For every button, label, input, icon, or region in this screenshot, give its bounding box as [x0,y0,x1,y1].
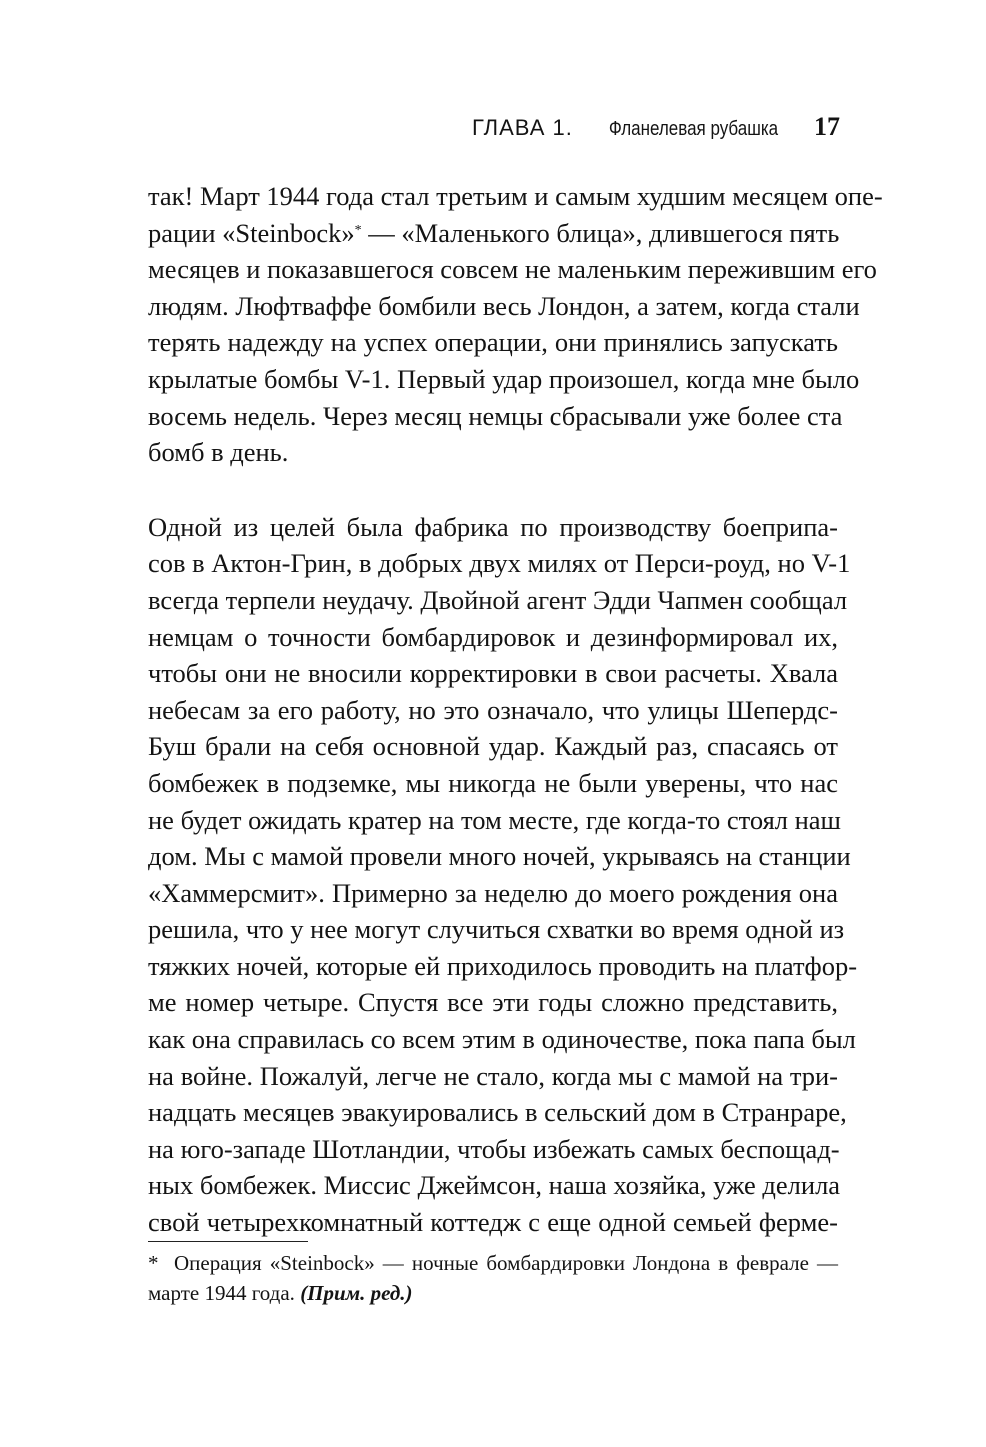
text-line: тяжких ночей, которые ей приходилось проводить на платфор- [148,950,858,981]
text-fragment: — «Маленького блица», длившегося пять [361,217,840,248]
text-line: терять надежду на успех операции, они принялись запускать [148,327,838,358]
text-line: Буш брали на себя основной удар. Каждый раз, спасаясь от [148,731,838,762]
footnote-star: * [148,1251,159,1275]
text-line: всегда терпели неудачу. Двойной агент Эдди Чапмен сообщал [148,584,848,615]
chapter-label: ГЛАВА 1. [471,115,573,140]
footnote-text: Операция «Steinbock» — ночные бомбардировки Лондона в феврале — [174,1251,838,1275]
text-line: дом. Мы с мамой провели много ночей, укрываясь на станции [148,841,851,872]
text-line: «Хаммерсмит». Примерно за неделю до моего рождения она [148,877,838,908]
chapter-title: Фланелевая рубашка [608,118,778,140]
text-line: месяцев и показавшегося совсем не маленьким пережившим его [148,254,877,285]
text-line: небесам за его работу, но это означало, что улицы Шепердс- [148,694,838,725]
text-line: немцам о точности бомбардировок и дезинформировал их, [148,621,838,652]
text-line: восемь недель. Через месяц немцы сбрасывали уже более ста [148,400,843,431]
text-line: свой четырехкомнатный коттедж с еще одной семьей ферме- [148,1207,838,1238]
footnote [148,1248,838,1308]
paragraph-gap [148,471,838,509]
text-fragment: рации «Steinbock» [148,217,355,248]
text-line: людям. Люфтваффе бомбили весь Лондон, а затем, когда стали [148,290,860,321]
paragraph-2 [148,509,858,1241]
text-line: чтобы они не вносили корректировки в свои расчеты. Хвала [148,658,838,689]
body-text [148,178,883,1241]
footnote-rule [148,1241,308,1242]
editor-note: (Прим. ред.) [300,1281,413,1305]
text-line: не будет ожидать кратер на том месте, где когда-то стоял наш [148,804,841,835]
text-line: сов в Актон-Грин, в добрых двух милях от Перси-роуд, но V-1 [148,548,851,579]
text-line: Одной из целей была фабрика по производству боеприпа- [148,511,838,542]
text-line: на юго-западе Шотландии, чтобы избежать самых беспощад- [148,1133,840,1164]
text-line: бомб в день. [148,437,289,468]
text-line: как она справилась со всем этим в одиночестве, пока папа был [148,1024,856,1055]
footnote-line [148,1278,838,1308]
footnote-text: марте 1944 года. [148,1281,301,1305]
footnote-marker: * [354,222,362,238]
text-line: надцать месяцев эвакуировались в сельский дом в Странраре, [148,1097,847,1128]
text-line: решила, что у нее могут случиться схватки во время одной из [148,914,845,945]
text-line [148,215,838,252]
footnote-line [148,1248,838,1278]
text-line: на войне. Пожалуй, легче не стало, когда мы с мамой на три- [148,1060,838,1091]
text-line: ных бомбежек. Миссис Джеймсон, наша хозяйка, уже делила [148,1170,841,1201]
text-line: так! Март 1944 года стал третьим и самым худшим месяцем опе- [148,181,883,211]
text-line: бомбежек в подземке, мы никогда не были уверены, что нас [148,767,838,798]
text-line: крылатые бомбы V-1. Первый удар произошел, когда мне было [148,363,860,394]
paragraph-1 [148,178,883,471]
running-head [140,112,840,146]
page-number: 17 [814,112,840,141]
text-line: ме номер четыре. Спустя все эти годы сложно представить, [148,987,838,1018]
